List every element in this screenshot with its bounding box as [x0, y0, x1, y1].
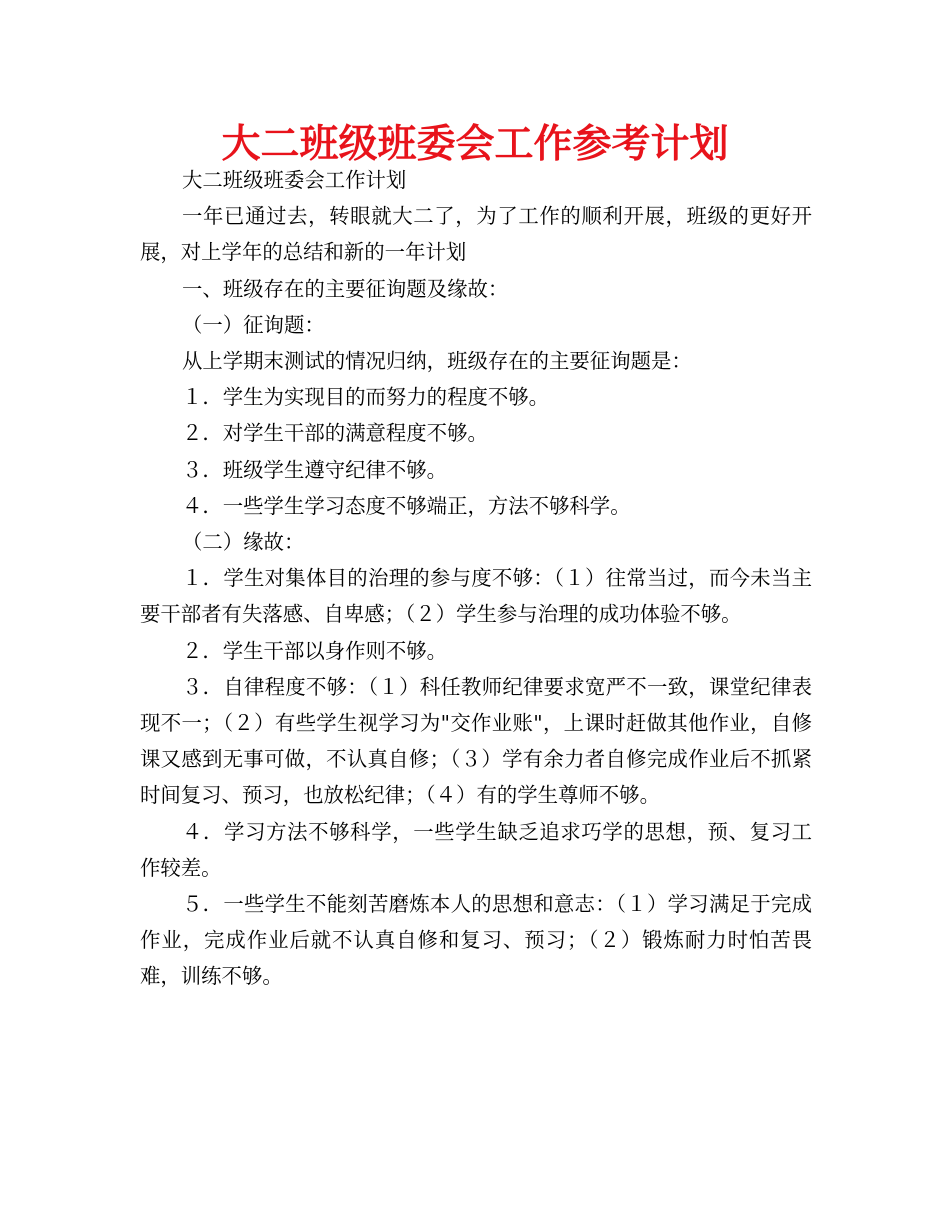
cause-item-5: ５．一些学生不能刻苦磨炼本人的思想和意志：（１）学习满足于完成作业，完成作业后就不认真自修和复习、预习；（２）锻炼耐力时怕苦畏难，训练不够。 [140, 892, 812, 989]
paragraph-problems-lead: 从上学期末测试的情况归纳，班级存在的主要征询题是： [182, 349, 692, 374]
problem-item-3: ３．班级学生遵守纪律不够。 [182, 457, 448, 482]
subsection-heading-causes: （二）缘故： [182, 530, 305, 555]
paragraph-subtitle: 大二班级班委会工作计划 [182, 168, 407, 192]
cause-item-1: １．学生对集体目的治理的参与度不够：（１）往常当过，而今未当主要干部者有失落感、自卑感；（２）学生参与治理的成功体验不够。 [140, 566, 812, 627]
document-body [140, 162, 812, 995]
section-heading-problems-causes: 一、班级存在的主要征询题及缘故： [182, 276, 509, 301]
cause-item-3: ３．自律程度不够：（１）科任教师纪律要求宽严不一致，课堂纪律表现不一；（２）有些学生视学习为"交作业账"，上课时赶做其他作业，自修课又感到无事可做，不认真自修；（３）学有余力者自修完成作业后不抓紧时间复习、预习，也放松纪律；（４）有的学生尊师不够。 [140, 674, 812, 808]
subsection-heading-problems: （一）征询题： [182, 312, 325, 337]
problem-item-4: ４．一些学生学习态度不够端正，方法不够科学。 [182, 493, 631, 518]
problem-item-2: ２．对学生干部的满意程度不够。 [182, 421, 488, 446]
document-title: 大二班级班委会工作参考计划 [221, 121, 729, 167]
problem-item-1: １．学生为实现目的而努力的程度不够。 [182, 385, 550, 410]
cause-item-2: ２．学生干部以身作则不够。 [182, 638, 448, 663]
cause-item-4: ４．学习方法不够科学，一些学生缺乏追求巧学的思想，预、复习工作较差。 [140, 819, 812, 880]
paragraph-intro: 一年已通过去，转眼就大二了，为了工作的顺利开展，班级的更好开展，对上学年的总结和新的一年计划 [140, 204, 812, 265]
